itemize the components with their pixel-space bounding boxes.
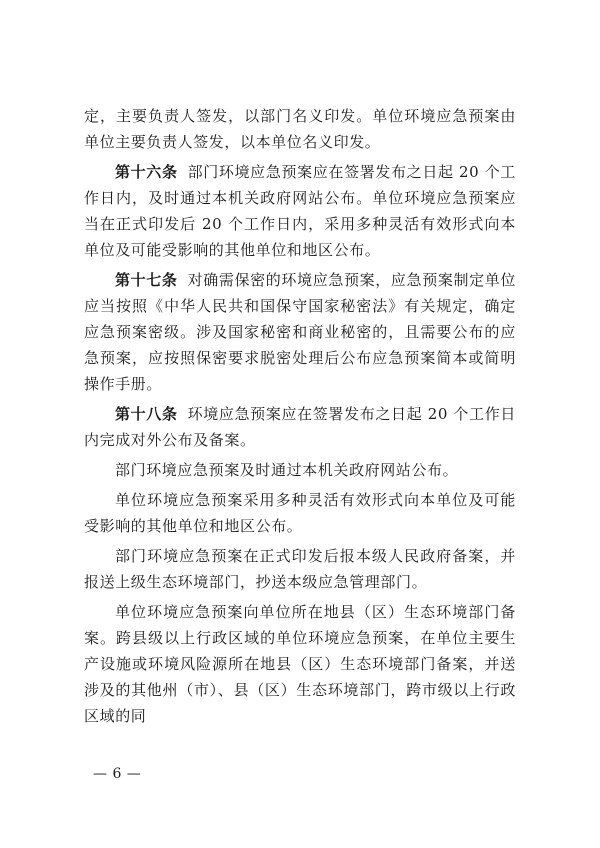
body-text — [84, 103, 516, 729]
paragraph — [84, 599, 516, 729]
paragraph-text: 定，主要负责人签发，以部门名义印发。单位环境应急预案由单位主要负责人签发，以本单位名义印发。 — [84, 107, 516, 151]
article-16 — [84, 159, 516, 263]
article-18 — [84, 401, 516, 453]
paragraph — [84, 487, 516, 539]
article-heading: 第十六条 — [115, 163, 178, 181]
paragraph-text: 单位环境应急预案采用多种灵活有效形式向本单位及可能受影响的其他单位和地区公布。 — [84, 491, 516, 535]
paragraph — [84, 457, 516, 483]
paragraph-text: 部门环境应急预案应在签署发布之日起 20 个工作日内，及时通过本机关政府网站公布。单位环境应急预案应当在正式印发后 20 个工作日内，采用多种灵活有效形式向本单位及可能受影响的其他单位和地区公布。 — [84, 163, 516, 259]
paragraph-text: 单位环境应急预案向单位所在地县（区）生态环境部门备案。跨县级以上行政区域的单位环境应急预案，在单位主要生产设施或环境风险源所在地县（区）生态环境部门备案，并送涉及的其他州（市）、县（区）生态环境部门，跨市级以上行政区域的同 — [84, 603, 516, 725]
paragraph-text: 部门环境应急预案在正式印发后报本级人民政府备案，并报送上级生态环境部门，抄送本级应急管理部门。 — [84, 547, 516, 591]
paragraph-continuation — [84, 103, 516, 155]
paragraph-text: 环境应急预案应在签署发布之日起 20 个工作日内完成对外公布及备案。 — [84, 405, 516, 449]
article-heading: 第十八条 — [115, 405, 178, 423]
paragraph-text: 对确需保密的环境应急预案，应急预案制定单位应当按照《中华人民共和国保守国家秘密法》有关规定，确定应急预案密级。涉及国家秘密和商业秘密的，且需要公布的应急预案，应按照保密要求脱密处理后公布应急预案简本或简明操作手册。 — [84, 271, 517, 393]
article-17 — [84, 267, 516, 397]
article-heading: 第十七条 — [115, 271, 178, 289]
page-number: — 6 — — [93, 766, 142, 782]
paragraph — [84, 543, 516, 595]
paragraph-text: 部门环境应急预案及时通过本机关政府网站公布。 — [115, 461, 459, 479]
